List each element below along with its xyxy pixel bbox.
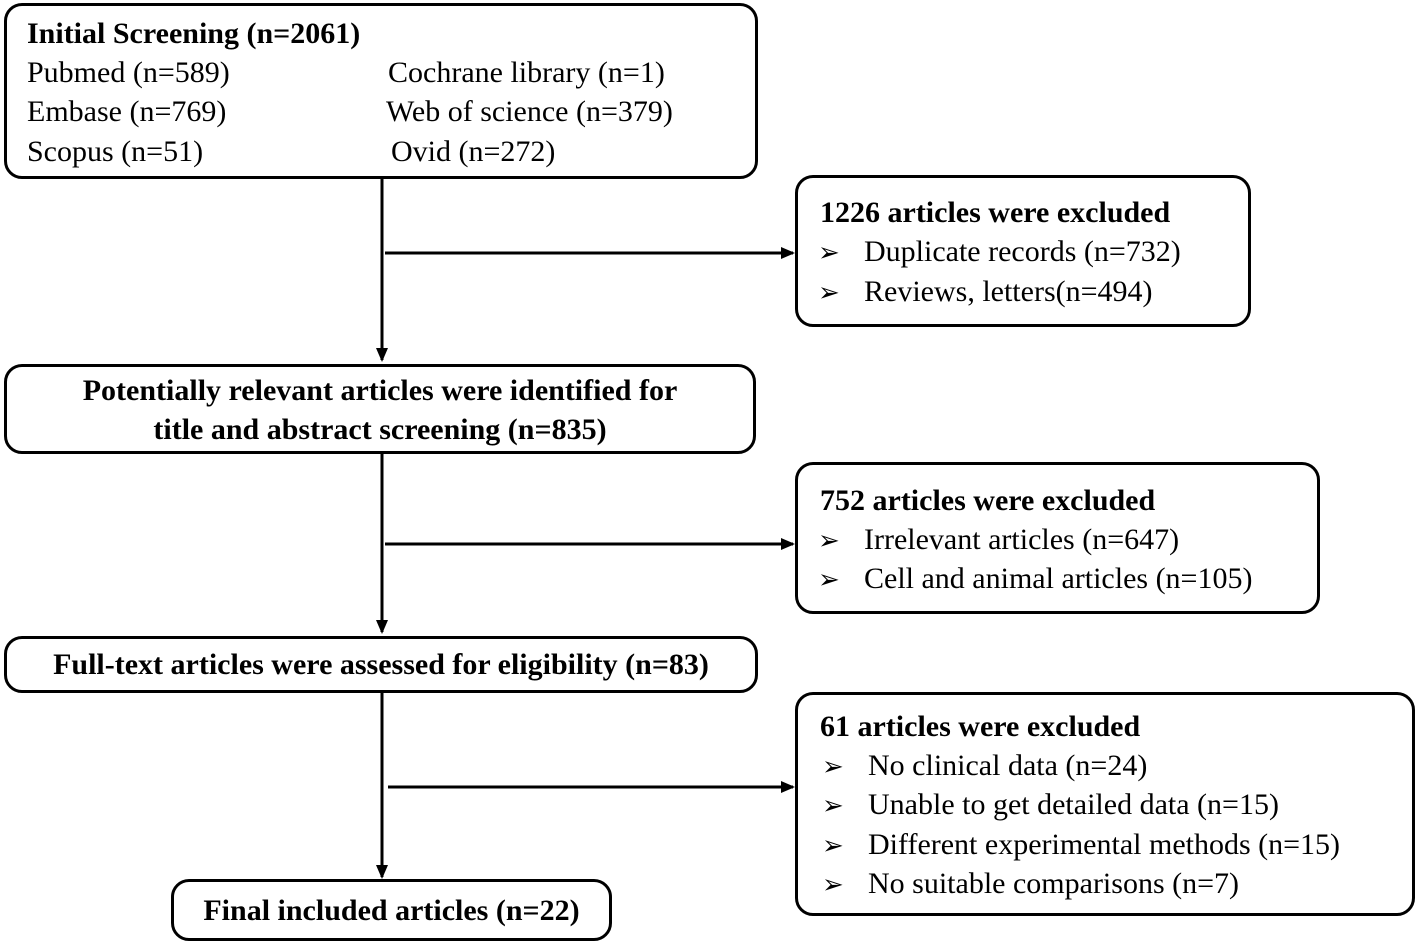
bullet-icon: ➢	[818, 238, 840, 267]
excluded-1-title: 1226 articles were excluded	[820, 196, 1171, 229]
source-web-of-science: Web of science (n=379)	[386, 95, 673, 128]
excluded-2-item: Cell and animal articles (n=105)	[864, 562, 1253, 595]
excluded-1-item: Duplicate records (n=732)	[864, 235, 1181, 268]
excluded-3-item: No suitable comparisons (n=7)	[868, 867, 1240, 900]
excluded-3-item: No clinical data (n=24)	[868, 749, 1148, 782]
bullet-icon: ➢	[822, 752, 844, 781]
relevant-line-1: Potentially relevant articles were identified for	[82, 374, 678, 407]
source-ovid: Ovid (n=272)	[391, 135, 556, 168]
initial-screening-title: Initial Screening (n=2061)	[27, 17, 361, 50]
excluded-3-item: Different experimental methods (n=15)	[868, 828, 1341, 861]
bullet-icon: ➢	[818, 526, 840, 555]
bullet-icon: ➢	[818, 278, 840, 307]
source-scopus: Scopus (n=51)	[27, 135, 204, 168]
bullet-icon: ➢	[822, 870, 844, 899]
source-embase: Embase (n=769)	[27, 95, 227, 128]
relevant-line-2: title and abstract screening (n=835)	[153, 413, 607, 446]
fulltext-label: Full-text articles were assessed for eligibility (n=83)	[53, 648, 709, 681]
source-pubmed: Pubmed (n=589)	[27, 56, 230, 89]
excluded-2-title: 752 articles were excluded	[820, 484, 1156, 517]
bullet-icon: ➢	[818, 565, 840, 594]
bullet-icon: ➢	[822, 791, 844, 820]
excluded-3-item: Unable to get detailed data (n=15)	[868, 788, 1279, 821]
bullet-icon: ➢	[822, 831, 844, 860]
excluded-1-item: Reviews, letters(n=494)	[864, 275, 1153, 308]
excluded-2-item: Irrelevant articles (n=647)	[864, 523, 1180, 556]
excluded-3-title: 61 articles were excluded	[820, 710, 1141, 743]
final-label: Final included articles (n=22)	[203, 894, 580, 927]
source-cochrane: Cochrane library (n=1)	[388, 56, 665, 89]
